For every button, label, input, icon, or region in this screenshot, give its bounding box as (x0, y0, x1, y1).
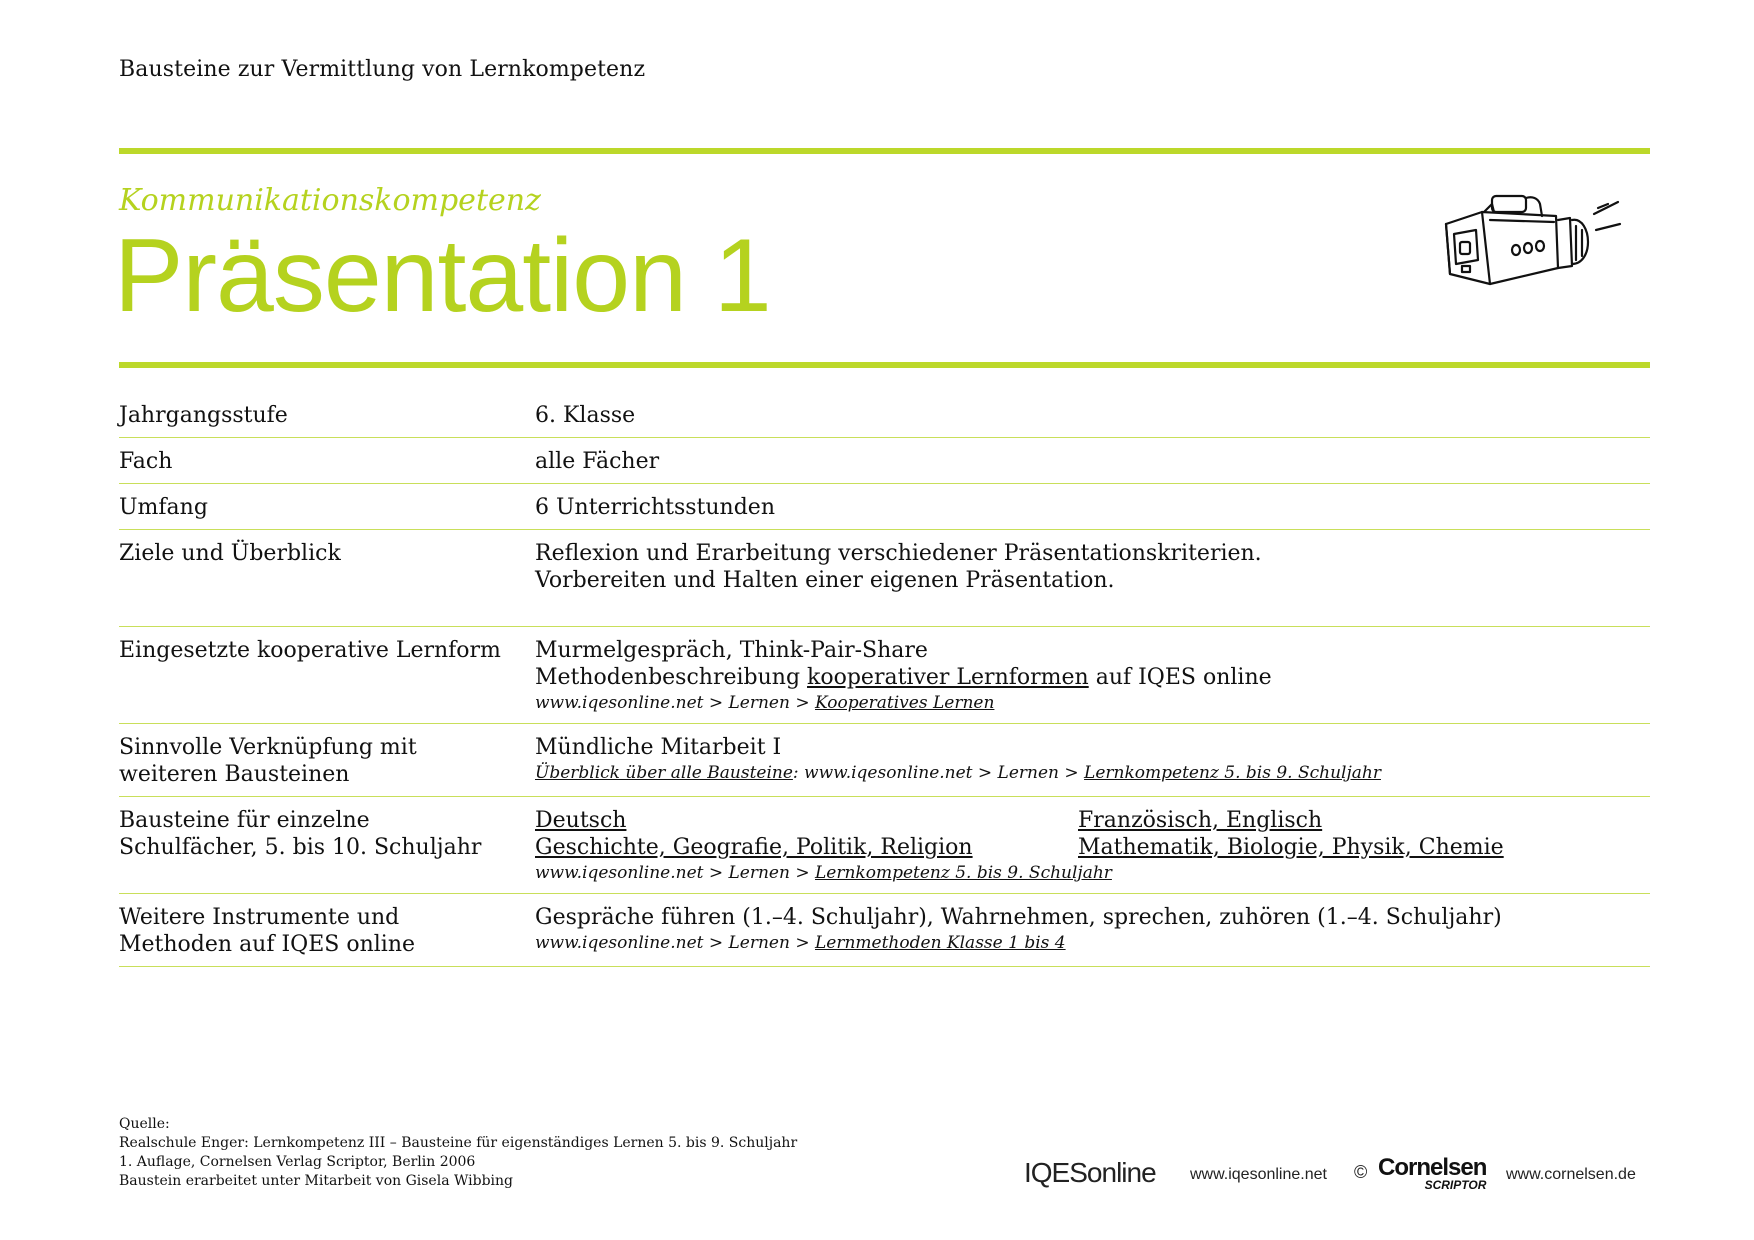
page-title: Präsentation 1 (114, 218, 771, 334)
ziele-line-1: Reflexion und Erarbeitung verschiedener Präsentationskriterien. (535, 541, 1262, 566)
row-value (535, 894, 1650, 966)
source-line-2: Realschule Enger: Lernkompetenz III – Bausteine für eigenständiges Lernen 5. bis 9. Schuljahr (119, 1135, 798, 1151)
row-label (119, 724, 535, 796)
verknuepfung-line-1: Mündliche Mitarbeit I (535, 735, 782, 760)
instrumente-line-1: Gespräche führen (1.–4. Schuljahr), Wahrnehmen, sprechen, zuhören (1.–4. Schuljahr) (535, 905, 1502, 930)
source-line-1: Quelle: (119, 1116, 170, 1132)
top-divider (119, 148, 1650, 154)
row-value (535, 530, 1650, 626)
label-line-2: Schulfächer, 5. bis 10. Schuljahr (119, 835, 482, 860)
cornelsen-brand: Cornelsen (1378, 1154, 1487, 1181)
row-value (535, 724, 1650, 796)
info-table (119, 392, 1650, 967)
link-lernkompetenz[interactable]: Lernkompetenz 5. bis 9. Schuljahr (815, 863, 1112, 883)
link-kooperatives-lernen[interactable]: Kooperatives Lernen (815, 693, 995, 713)
bottom-divider (119, 362, 1650, 368)
table-row-fach (119, 438, 1650, 484)
source-line-4: Baustein erarbeitet unter Mitarbeit von Gisela Wibbing (119, 1173, 513, 1189)
table-row-instrumente (119, 894, 1650, 967)
path-text: www.iqesonline.net > Lernen > (535, 863, 815, 883)
iqes-logo-online: online (1086, 1157, 1156, 1188)
table-row-jahrgangsstufe (119, 392, 1650, 438)
verknuepfung-path (535, 761, 1650, 785)
text: auf IQES online (1088, 665, 1272, 690)
row-value (535, 627, 1650, 723)
source-line-3: 1. Auflage, Cornelsen Verlag Scriptor, Berlin 2006 (119, 1154, 476, 1170)
cornelsen-logo (1378, 1156, 1486, 1191)
link-lernkompetenz[interactable]: Lernkompetenz 5. bis 9. Schuljahr (1084, 763, 1381, 783)
table-row-umfang (119, 484, 1650, 530)
row-value: 6. Klasse (535, 403, 636, 428)
row-label: Eingesetzte kooperative Lernform (119, 638, 501, 663)
scriptor-label: SCRIPTOR (1424, 1178, 1487, 1192)
header-title: Bausteine zur Vermittlung von Lernkompetenz (119, 57, 646, 82)
subtitle: Kommunikationskompetenz (119, 183, 541, 218)
text: Methodenbeschreibung (535, 665, 808, 690)
table-row-verknuepfung (119, 724, 1650, 797)
iqes-logo (1024, 1157, 1156, 1189)
iqes-logo-text: IQES (1024, 1157, 1087, 1188)
schulfaecher-path (535, 861, 1650, 885)
table-row-lernform (119, 627, 1650, 724)
table-row-schulfaecher (119, 797, 1650, 894)
row-label: Umfang (119, 495, 208, 520)
source-note (119, 1115, 797, 1191)
table-row-ziele (119, 530, 1650, 627)
lernform-path (535, 691, 1650, 715)
link-deutsch[interactable]: Deutsch (535, 808, 627, 833)
label-line-1: Sinnvolle Verknüpfung mit (119, 735, 417, 760)
path-text: : www.iqesonline.net > Lernen > (792, 763, 1085, 783)
row-label: Fach (119, 449, 173, 474)
link-mathematik-biologie[interactable]: Mathematik, Biologie, Physik, Chemie (1078, 835, 1504, 860)
row-label: Ziele und Überblick (119, 541, 341, 566)
row-value (535, 797, 1650, 893)
row-label: Jahrgangsstufe (119, 403, 288, 428)
lernform-line-1: Murmelgespräch, Think-Pair-Share (535, 638, 928, 663)
subject-links-row-2 (535, 834, 1650, 861)
instrumente-path (535, 931, 1650, 955)
row-value: 6 Unterrichtsstunden (535, 495, 775, 520)
subject-links-row-1 (535, 807, 1650, 834)
path-text: www.iqesonline.net > Lernen > (535, 933, 815, 953)
link-ueberblick-bausteine[interactable]: Überblick über alle Bausteine (535, 763, 793, 783)
row-value: alle Fächer (535, 449, 660, 474)
label-line-2: weiteren Bausteinen (119, 762, 350, 787)
iqes-url[interactable]: www.iqesonline.net (1190, 1166, 1327, 1183)
cornelsen-url[interactable]: www.cornelsen.de (1506, 1166, 1636, 1183)
label-line-2: Methoden auf IQES online (119, 932, 416, 957)
link-franzoesisch-englisch[interactable]: Französisch, Englisch (1078, 808, 1323, 833)
link-kooperative-lernformen[interactable]: kooperativer Lernformen (807, 665, 1089, 690)
ziele-line-2: Vorbereiten und Halten einer eigenen Präsentation. (535, 568, 1115, 593)
row-label (119, 797, 535, 893)
video-camera-icon (1432, 190, 1622, 300)
label-line-1: Weitere Instrumente und (119, 905, 400, 930)
lernform-line-2 (535, 664, 1650, 691)
label-line-1: Bausteine für einzelne (119, 808, 370, 833)
link-lernmethoden[interactable]: Lernmethoden Klasse 1 bis 4 (815, 933, 1066, 953)
row-label (119, 894, 535, 966)
copyright-symbol: © (1354, 1162, 1368, 1182)
path-text: www.iqesonline.net > Lernen > (535, 693, 815, 713)
link-geschichte-geografie[interactable]: Geschichte, Geografie, Politik, Religion (535, 835, 973, 860)
